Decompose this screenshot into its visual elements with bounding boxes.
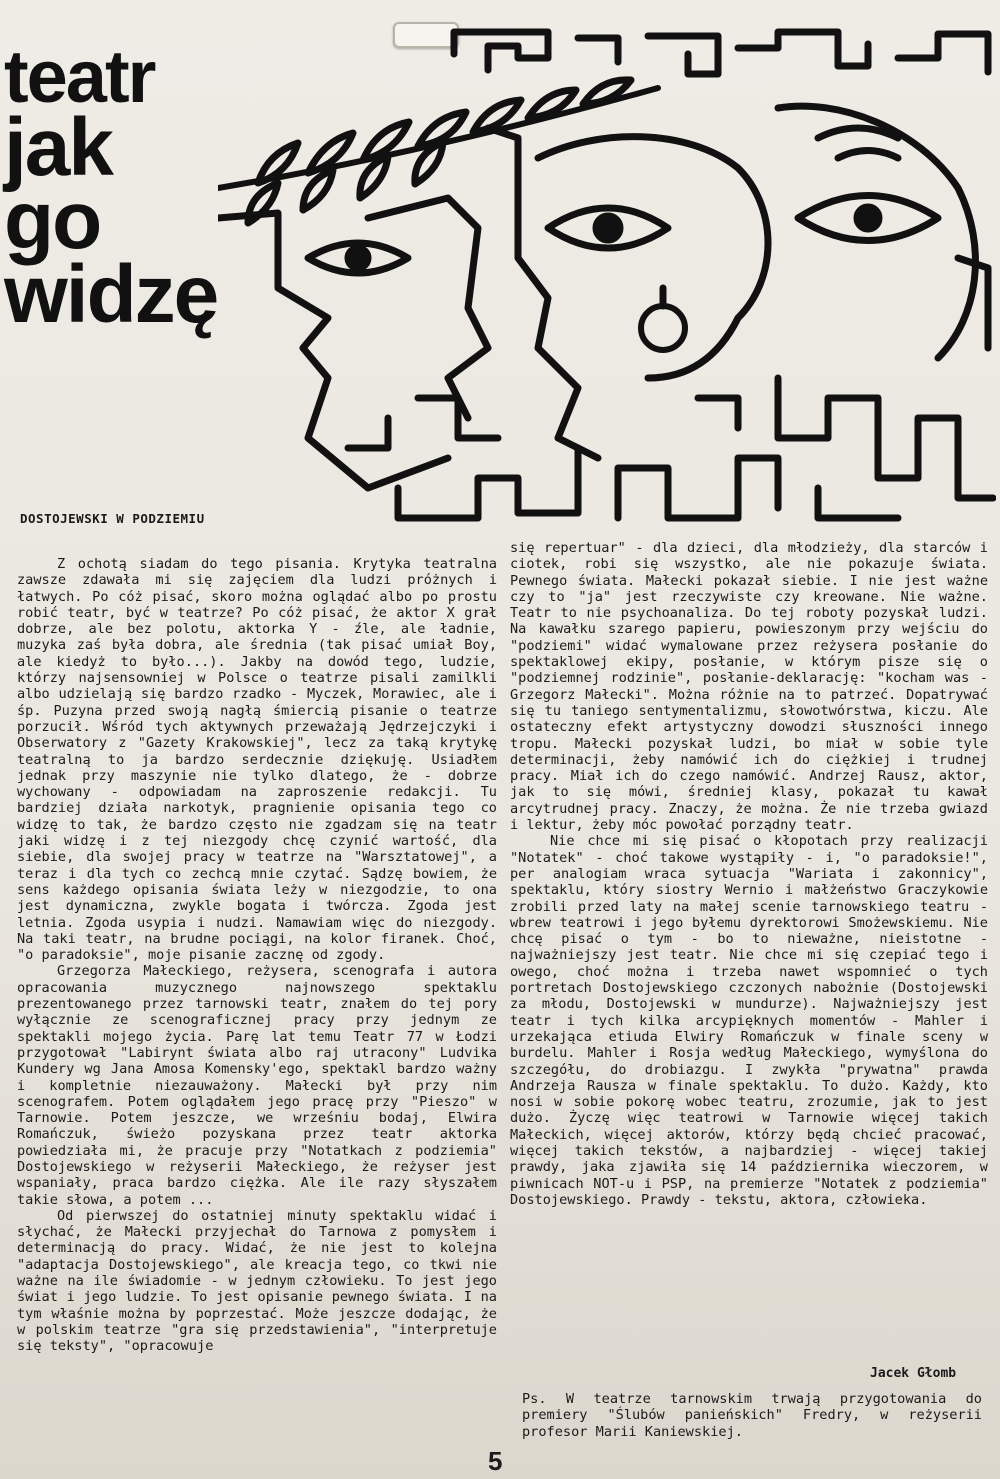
section-heading: DOSTOJEWSKI W PODZIEMIU — [20, 511, 205, 526]
title-line-2: jak — [4, 101, 112, 193]
article-column-left — [17, 556, 497, 1355]
article-title — [4, 35, 218, 341]
theatre-faces-illustration — [218, 18, 996, 528]
paragraph: Nie chce mi się pisać o kłopotach przy realizacji "Notatek" - choć takowe wystąpiły - i, "o paradoksie!", per analogiam wraca sytuacja "Wariata i zakonnicy", spektaklu, który siostry Wernio i małżeństwo Graczykowie zrobili przed laty na małej scenie tarnowskiego teatru - wbrew teatrowi i jego byłemu dyrektorowi Smożewskiemu. Nie chcę pisać o tym - bo to nieważne, nieistotne - najważniejszy jest teatr. Nie chce mi się czepiać tego i owego, choć można i trzeba nawet wspomnieć o tych portretach Dostojewskiego czczonych nabożnie (Dostojewski za młodu, Dostojewski w mundurze). Najważniejszy jest teatr i tych kilka arcypięknych momentów - Mahler i urzekająca etiuda Elwiry Romańczuk w finale sceny w burdelu. Mahler i Rosja według Małeckiego, wymyślona do szczegółu, do drobiazgu. I zwykła "prywatna" prawda Andrzeja Rausza w finale spektaklu. To dużo. Każdy, kto nosi w sobie pokorę wobec teatru, zrozumie, jak to jest dużo. Życzę więc teatrowi w Tarnowie więcej takich Małeckich, więcej aktorów, którzy będą chcieć pracować, więcej takich tekstów, a najbardziej - więcej takiej prawdy, jaka zjawiła się 14 października wieczorem, w piwnicach NOT-u i PSP, na premierze "Notatek z podziemia" Dostojewskiego. Prawdy - tekstu, aktora, człowieka. — [510, 833, 988, 1208]
title-line-4: widzę — [4, 249, 218, 341]
postscript: Ps. W teatrze tarnowskim trwają przygotowania do premiery "Ślubów panieńskich" Fredry, w reżyserii profesor Marii Kaniewskiej. — [522, 1391, 982, 1440]
author-signature: Jacek Głomb — [870, 1366, 957, 1381]
title-line-1: teatr — [4, 35, 155, 118]
page-number: 5 — [488, 1446, 503, 1476]
paragraph: Od pierwszej do ostatniej minuty spektaklu widać i słychać, że Małecki przyjechał do Tarnowa z pomysłem i determinacją do pracy. Widać, że nie jest to kolejna "adaptacja Dostojewskiego", ale kreacja tego, co tkwi nie ważne na ile świadomie - w jednym człowieku. To jest jego świat i jego ludzie. To jest opisanie pewnego świata. I na tym właśnie można by poprzestać. Może jeszcze dodając, że w polskim teatrze "gra się przedstawienia", "interpretuje się teksty", "opracowuje — [17, 1207, 497, 1355]
title-line-3: go — [4, 175, 101, 267]
paragraph: Z ochotą siadam do tego pisania. Krytyka teatralna zawsze zdawała mi się zajęciem dla ludzi próżnych i łatwych. Po cóż pisać, skoro można oglądać albo po prostu robić teatr, być w teatrze? Po cóż pisać, że aktor X grał dobrze, ale bez polotu, aktorka Y - źle, ale ładnie, muzyka zaś była dobra, ale średnia (tak pisać umiał Boy, ale kiedyż to było...). Jakby na dowód tego, ludzie, którzy najsensowniej w Polsce o teatrze pisali zamilkli albo udzielają się bardzo rzadko - Myczek, Morawiec, ale i śp. Puzyna przed swoją nagłą śmiercią pisanie o teatrze porzucił. Wśród tych aktywnych przeważają Jędrzejczyki i Obserwatory z "Gazety Krakowskiej", lecz za taką krytykę teatralną to ja bardzo serdecznie dziękuję. Usiadłem jednak przy maszynie nie tylko dlatego, że - dobrze wychowany - odpowiadam na zaproszenie redakcji. Tu bardziej działa narkotyk, pragnienie opisania tego co widzę to tak, że bardzo często nie zgadzam się na teatr jaki widzę i z tej niezgody chcę czynić wartość, dla siebie, dla swojej pracy w teatrze na "Warsztatowej", a teraz i dla tych co zechcą mnie czytać. Sądzę bowiem, że sens każdego opisania świata leży w niezgodzie, to ona jest dynamiczna, zwykle bogata i twórcza. Zgoda jest letnia. Zgoda usypia i nudzi. Namawiam więc do niezgody. Na taki teatr, na brudne pociągi, na kolor firanek. Choć, "o paradoksie", moje pisanie zacznę od zgody. — [17, 556, 497, 964]
article-column-right — [510, 540, 988, 1208]
paragraph: Grzegorza Małeckiego, reżysera, scenografa i autora opracowania muzycznego najnowszego spektaklu prezentowanego przez tarnowski teatr, znałem do tej pory wyłącznie ze scenograficznej pracy przy jednym ze spektakli mojego życia. Parę lat temu Teatr 77 w Łodzi przygotował "Labirynt świata albo raj utracony" Ludvika Kundery wg Jana Amosa Komensky'ego, spektakl bardzo ważny i kompletnie niezauważony. Małecki był przy nim scenografem. Potem oglądałem jego pracę przy "Pieszo" w Tarnowie. Potem jeszcze, we wrześniu bodaj, Elwira Romańczuk, świeżo pozyskana przez teatr aktorka powiedziała mi, że pracuje przy "Notatkach z podziemia" Dostojewskiego w reżyserii Małeckiego, że reżyser jest wspaniały, praca bardzo ciężka. Ale ile razy słyszałem takie słowa, a potem ... — [17, 963, 497, 1208]
paragraph: się repertuar" - dla dzieci, dla młodzieży, dla starców i ciotek, robi się wszystko, ale nie pokazuje świata. Pewnego świata. Małecki pokazał siebie. I nie jest ważne czy to "ja" jest rzeczywiste czy kreowane. Nie ważne. Teatr to nie psychoanaliza. Do tej roboty pozyskał ludzi. Na kawałku szarego papieru, powieszonym przy wejściu do "podziemi" widać wymalowane przez reżysera posłanie do spektaklowej ekipy, posłanie, w którym pisze się o "podziemnej rodzinie", posłanie-deklarację: "kocham was - Grzegorz Małecki". Można różnie na to patrzeć. Dopatrywać się tu taniego sentymentalizmu, słowotwórstwa, kiczu. Ale ostateczny efekt artystyczny dowodzi słuszności innego tropu. Małecki pozyskał ludzi, bo miał w sobie tyle determinacji, żeby namówić ich do ciężkiej i trudnej pracy. Miał ich do czego namówić. Andrzej Rausz, aktor, jak to się mówi, średniej klasy, pokazał tu kawał arcytrudnej pracy. Znaczy, że można. Że nie trzeba gwiazd i lektur, żeby móc powołać porządny teatr. — [510, 540, 988, 834]
